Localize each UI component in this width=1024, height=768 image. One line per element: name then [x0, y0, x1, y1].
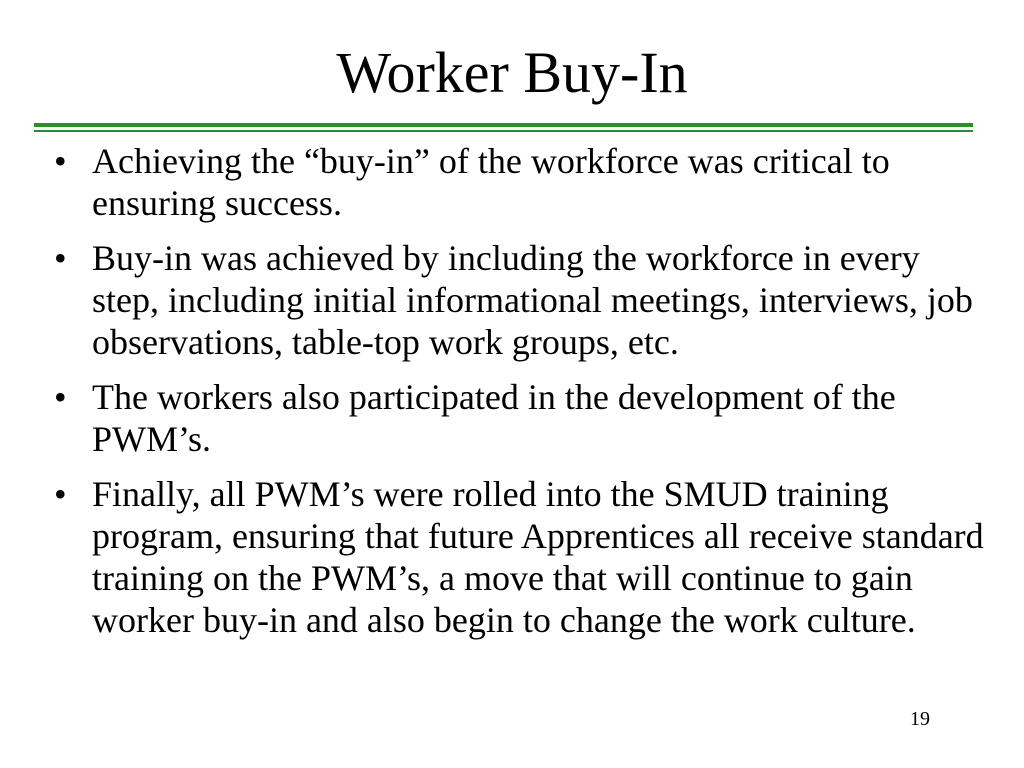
bullet-item [54, 473, 984, 641]
bullet-dot-icon: • [54, 474, 67, 514]
bullet-item [54, 237, 984, 363]
title-divider-thin [34, 130, 973, 132]
page-number: 19 [910, 708, 930, 730]
bullet-text: Finally, all PWM’s were rolled into the SMUD training program, ensuring that future Apprentices all receive standard training on the PWM’s, a move that will continue to gain worker buy-in and also begin to change the work culture. [92, 474, 984, 640]
title-divider-thick [34, 123, 973, 127]
slide-title: Worker Buy-In [336, 40, 688, 105]
bullet-item [54, 376, 984, 460]
bullet-list [54, 140, 984, 654]
bullet-dot-icon: • [54, 377, 67, 417]
bullet-dot-icon: • [54, 141, 67, 181]
bullet-text: The workers also participated in the development of the PWM’s. [92, 377, 896, 459]
bullet-text: Achieving the “buy-in” of the workforce was critical to ensuring success. [92, 141, 890, 223]
bullet-item [54, 140, 984, 224]
bullet-dot-icon: • [54, 238, 67, 278]
bullet-text: Buy-in was achieved by including the workforce in every step, including initial informational meetings, interviews, job observations, table-top work groups, etc. [92, 238, 973, 362]
